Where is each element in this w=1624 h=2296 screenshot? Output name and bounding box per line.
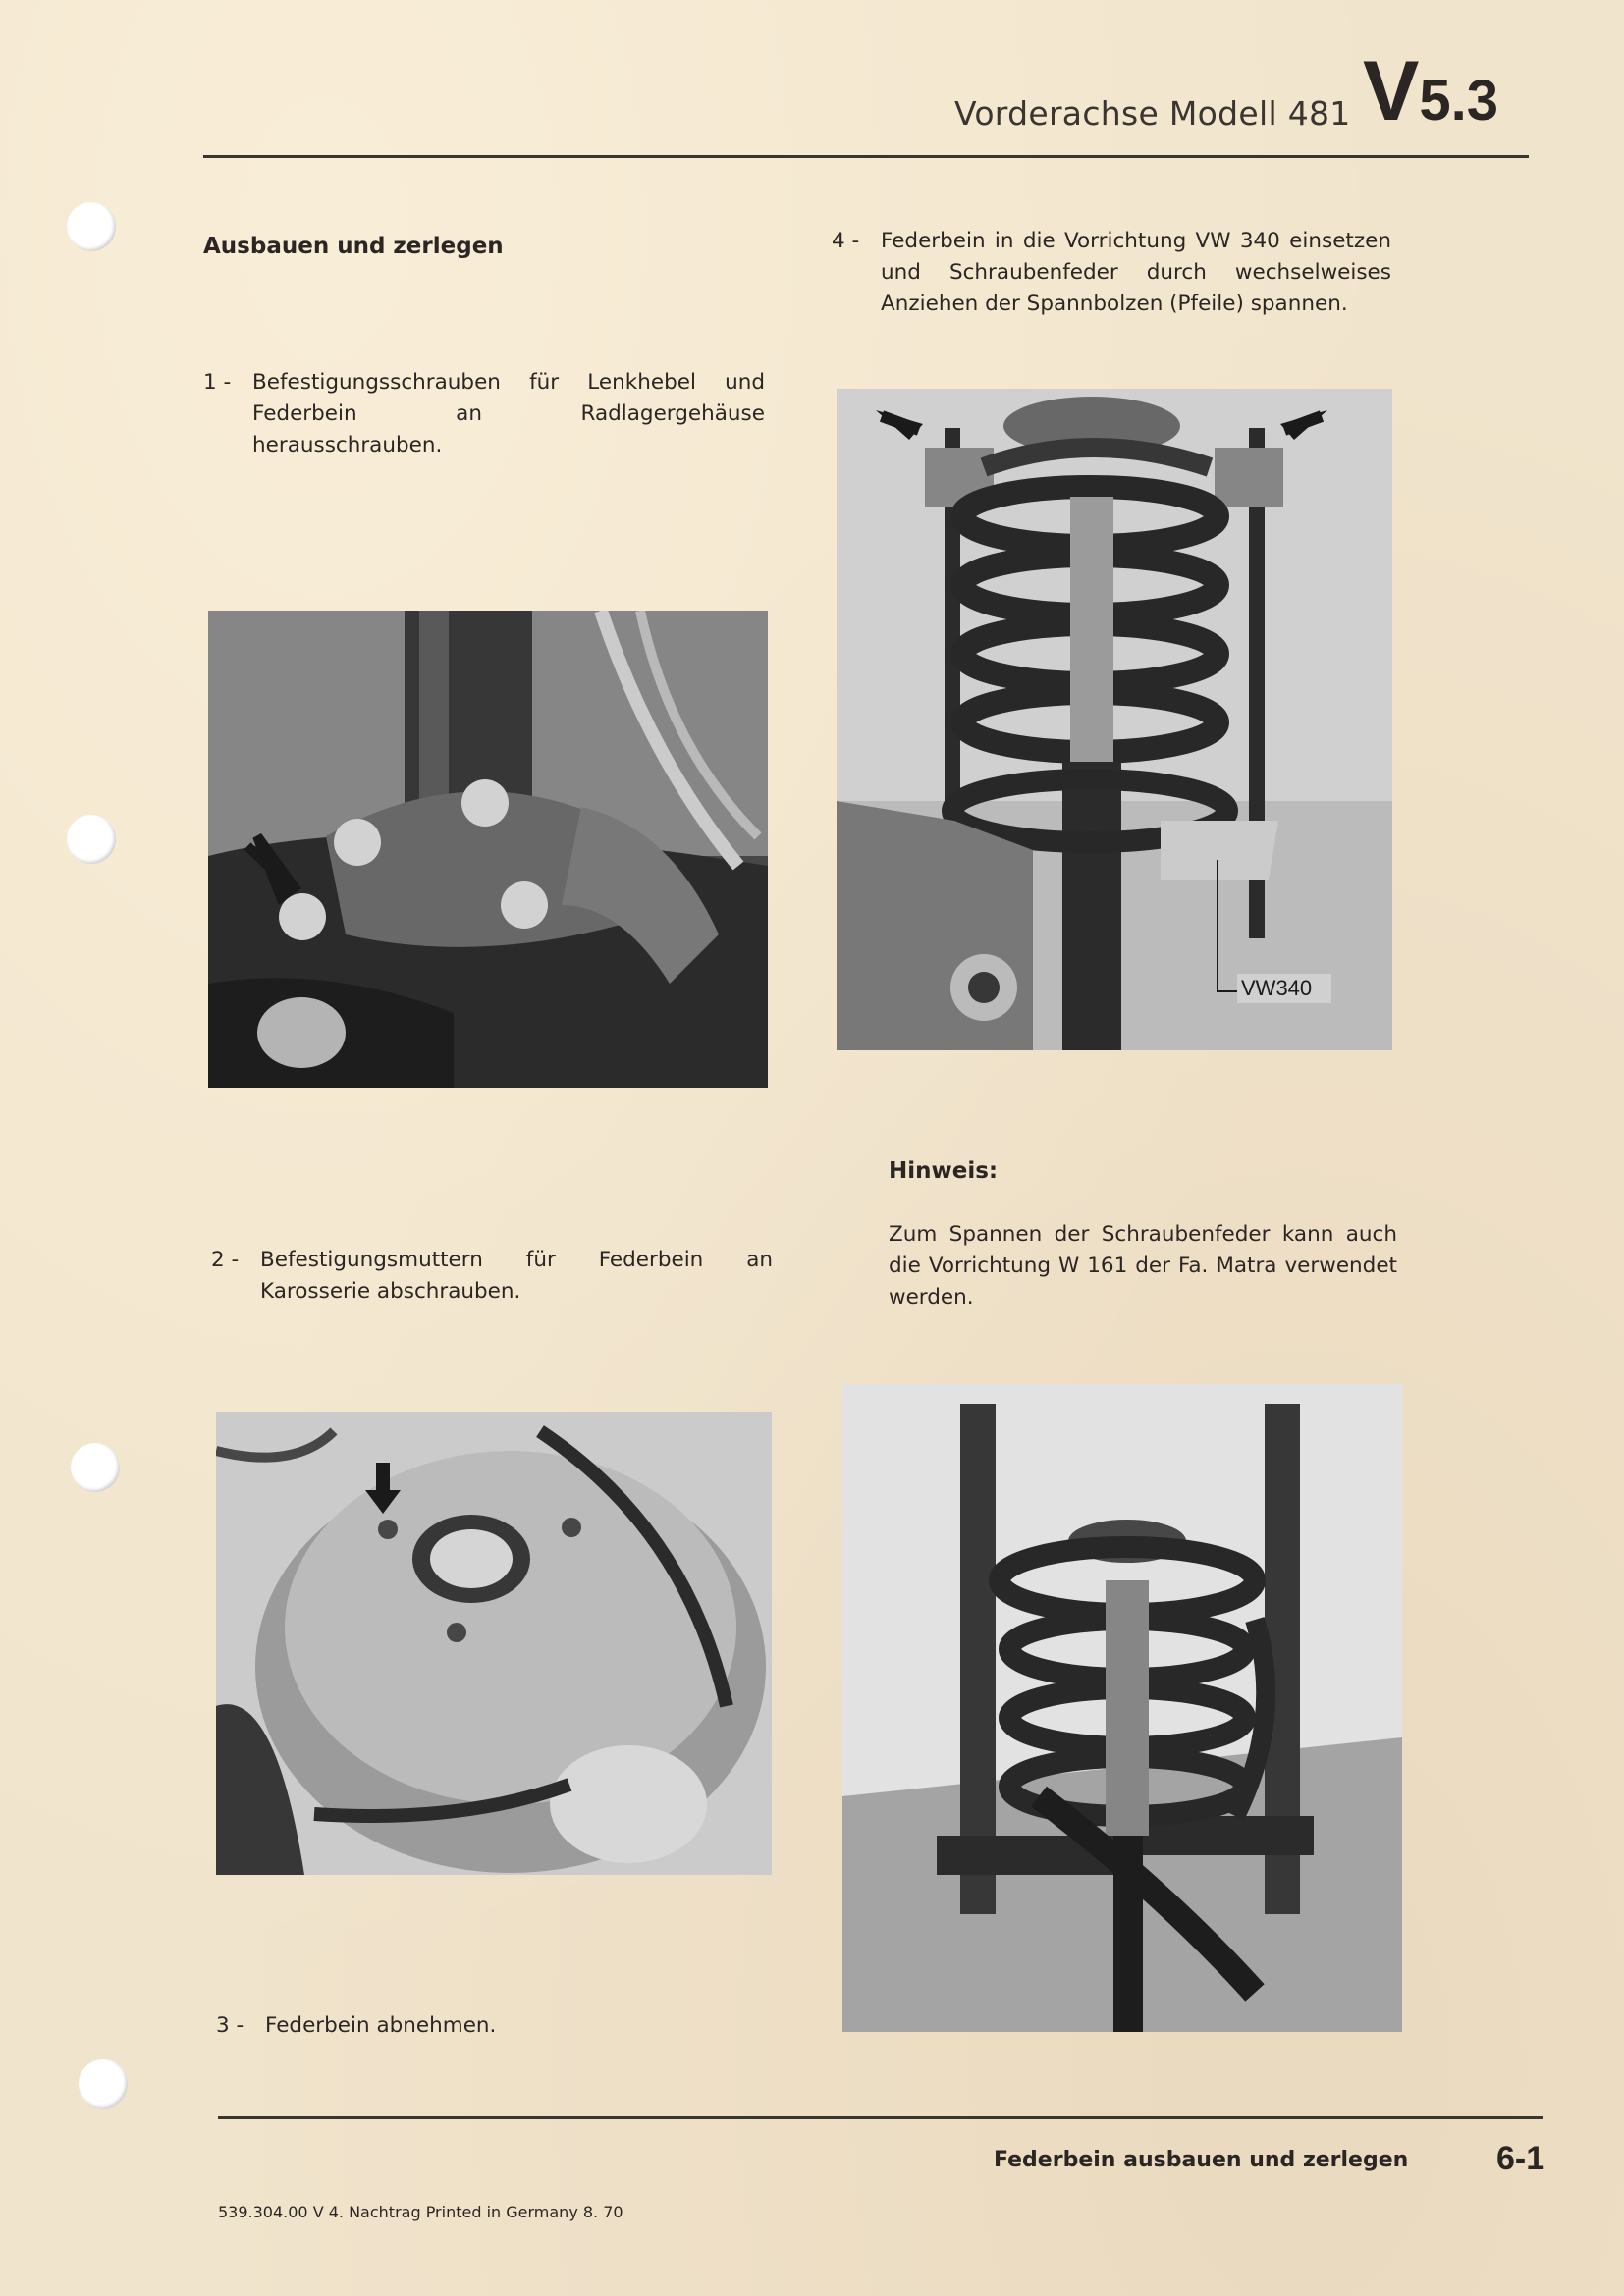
binder-hole-2 bbox=[67, 815, 116, 864]
step-2-text: Befestigungsmuttern für Federbein an Karosserie abschrauben. bbox=[260, 1248, 773, 1304]
section-code bbox=[1363, 43, 1498, 140]
step-2 bbox=[211, 1245, 773, 1313]
step-2-number: 2 - bbox=[211, 1248, 240, 1272]
photo-strut-top-mount bbox=[216, 1412, 772, 1875]
section-code-number: 5.3 bbox=[1419, 69, 1499, 133]
document-code: 539.304.00 V 4. Nachtrag Printed in Germany 8. 70 bbox=[218, 2203, 623, 2221]
step-4 bbox=[832, 226, 1391, 324]
section-heading: Ausbauen und zerlegen bbox=[203, 234, 504, 259]
step-1-text: Befestigungsschrauben für Lenkhebel und Federbein an Radlagergehäuse herausschrauben. bbox=[252, 370, 765, 457]
photo-vw340-compressor bbox=[837, 389, 1392, 1050]
step-3-text: Federbein abnehmen. bbox=[265, 2013, 497, 2038]
header-rule bbox=[203, 155, 1529, 158]
footer-rule bbox=[218, 2116, 1543, 2119]
binder-hole-1 bbox=[67, 202, 116, 251]
step-1-number: 1 - bbox=[203, 370, 232, 395]
footer-title: Federbein ausbauen und zerlegen bbox=[994, 2148, 1409, 2172]
binder-hole-3 bbox=[71, 1443, 120, 1492]
note-heading: Hinweis: bbox=[889, 1158, 999, 1184]
step-3-number: 3 - bbox=[216, 2013, 244, 2038]
step-1 bbox=[203, 367, 765, 465]
photo-matra-w161 bbox=[842, 1384, 1402, 2032]
step-4-number: 4 - bbox=[832, 229, 860, 253]
page-number: 6-1 bbox=[1496, 2140, 1545, 2177]
step-3 bbox=[216, 2010, 778, 2050]
note-text: Zum Spannen der Schraubenfeder kann auch die Vorrichtung W 161 der Fa. Matra verwendet werden. bbox=[889, 1222, 1397, 1309]
section-code-letter: V bbox=[1363, 44, 1420, 138]
page-title: Vorderachse Modell 481 bbox=[954, 94, 1351, 133]
step-4-text: Federbein in die Vorrichtung VW 340 einsetzen und Schraubenfeder durch wechselweises Anziehen der Spannbolzen (Pfeile) spannen. bbox=[881, 229, 1391, 316]
vw340-callout-label: VW340 bbox=[1241, 976, 1313, 1000]
binder-hole-4 bbox=[79, 2059, 128, 2109]
photo-strut-bolts bbox=[208, 611, 768, 1088]
